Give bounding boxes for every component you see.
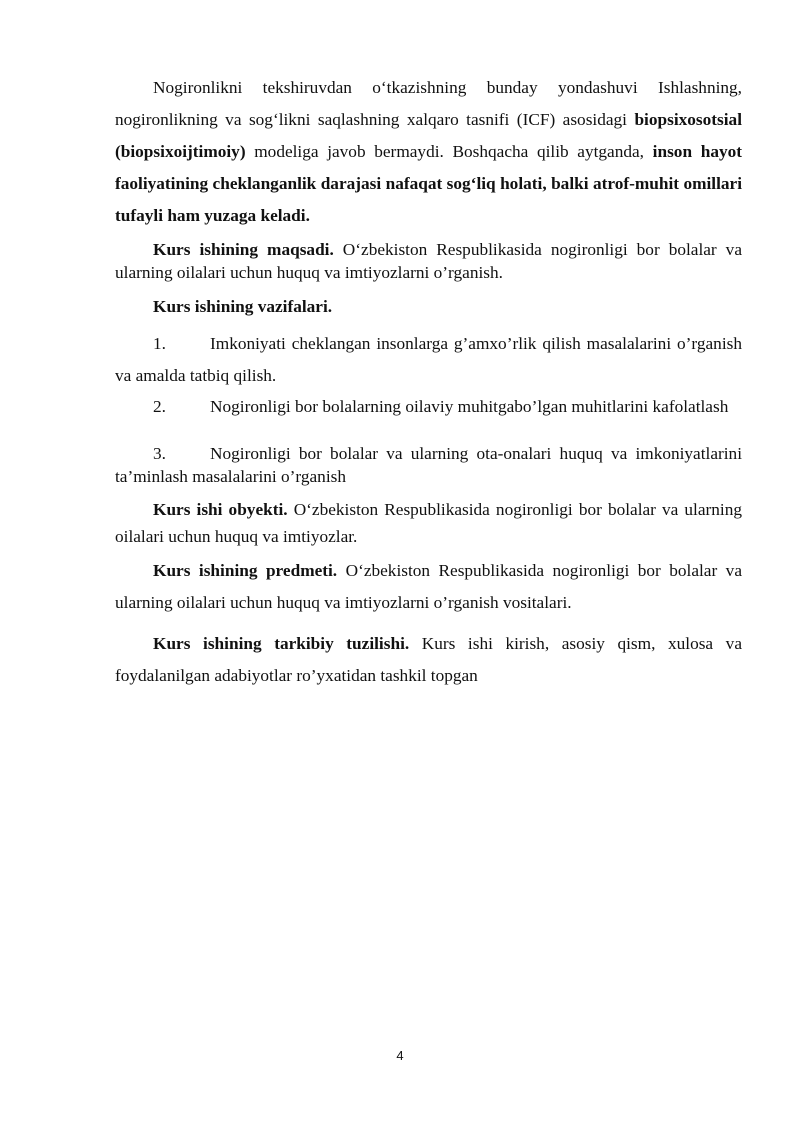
- tarkib-paragraph: [115, 628, 742, 692]
- vazifa-text: Nogironligi bor bolalar va ularning ota-onalari huquq va imkoniyatlarini ta’minlash masalalarini o’rganish: [115, 444, 742, 486]
- tarkib-text: Kurs ishi kirish, asosiy qism, xulosa va foydalanilgan adabiyotlar ro’yxatidan tashkil topgan: [115, 634, 742, 685]
- intro-text-1: Nogironlikni tekshiruvdan o‘tkazishning bunday yondashuvi Ishlashning, nogironlikning va sog‘likni saqlashning xalqaro tasnifi (ICF) asosidagi: [115, 78, 742, 129]
- predmet-paragraph: [115, 555, 742, 619]
- predmet-label: Kurs ishining predmeti.: [153, 561, 338, 580]
- intro-bold-term: biopsixosotsial (biopsixoijtimoiy): [115, 110, 742, 161]
- vazifa-item-1: [115, 328, 742, 392]
- maqsad-text: O‘zbekiston Respublikasida nogironligi bor bolalar va ularning oilalari uchun huquq va imtiyozlarni o’rganish.: [115, 240, 742, 282]
- obyekt-label: Kurs ishi obyekti.: [153, 500, 288, 519]
- page-number: 4: [396, 1048, 404, 1063]
- obyekt-paragraph: [115, 496, 742, 550]
- intro-bold-statement: inson hayot faoliyatining cheklanganlik darajasi nafaqat sog‘liq holati, balki atrof-muhit omillari tufayli ham yuzaga keladi.: [115, 142, 743, 225]
- vazifa-text: Imkoniyati cheklangan insonlarga g’amxo’rlik qilish masalalarini o’rganish va amalda tatbiq qilish.: [115, 334, 742, 385]
- intro-text-2: modeliga javob bermaydi. Boshqacha qilib aytganda,: [245, 142, 653, 161]
- intro-paragraph: [115, 72, 742, 232]
- predmet-text: O‘zbekiston Respublikasida nogironligi bor bolalar va ularning oilalari uchun huquq va imtiyozlarni o’rganish vositalari.: [115, 561, 742, 612]
- vazifa-item-3: [115, 442, 742, 488]
- vazifa-number: 2.: [153, 397, 166, 416]
- maqsad-paragraph: [115, 238, 742, 284]
- vazifa-number: 1.: [153, 334, 166, 353]
- obyekt-text: O‘zbekiston Respublikasida nogironligi bor bolalar va ularning oilalari uchun huquq va imtiyozlar.: [115, 500, 742, 546]
- vazifa-text: Nogironligi bor bolalarning oilaviy muhitgabo’lgan muhitlarini kafolatlash: [210, 397, 729, 416]
- tarkib-label: Kurs ishining tarkibiy tuzilishi.: [153, 634, 410, 653]
- vazifa-number: 3.: [153, 444, 166, 463]
- vazifalar-heading: Kurs ishining vazifalari.: [153, 297, 333, 316]
- maqsad-label: Kurs ishining maqsadi.: [153, 240, 334, 259]
- vazifa-item-2: [115, 395, 742, 418]
